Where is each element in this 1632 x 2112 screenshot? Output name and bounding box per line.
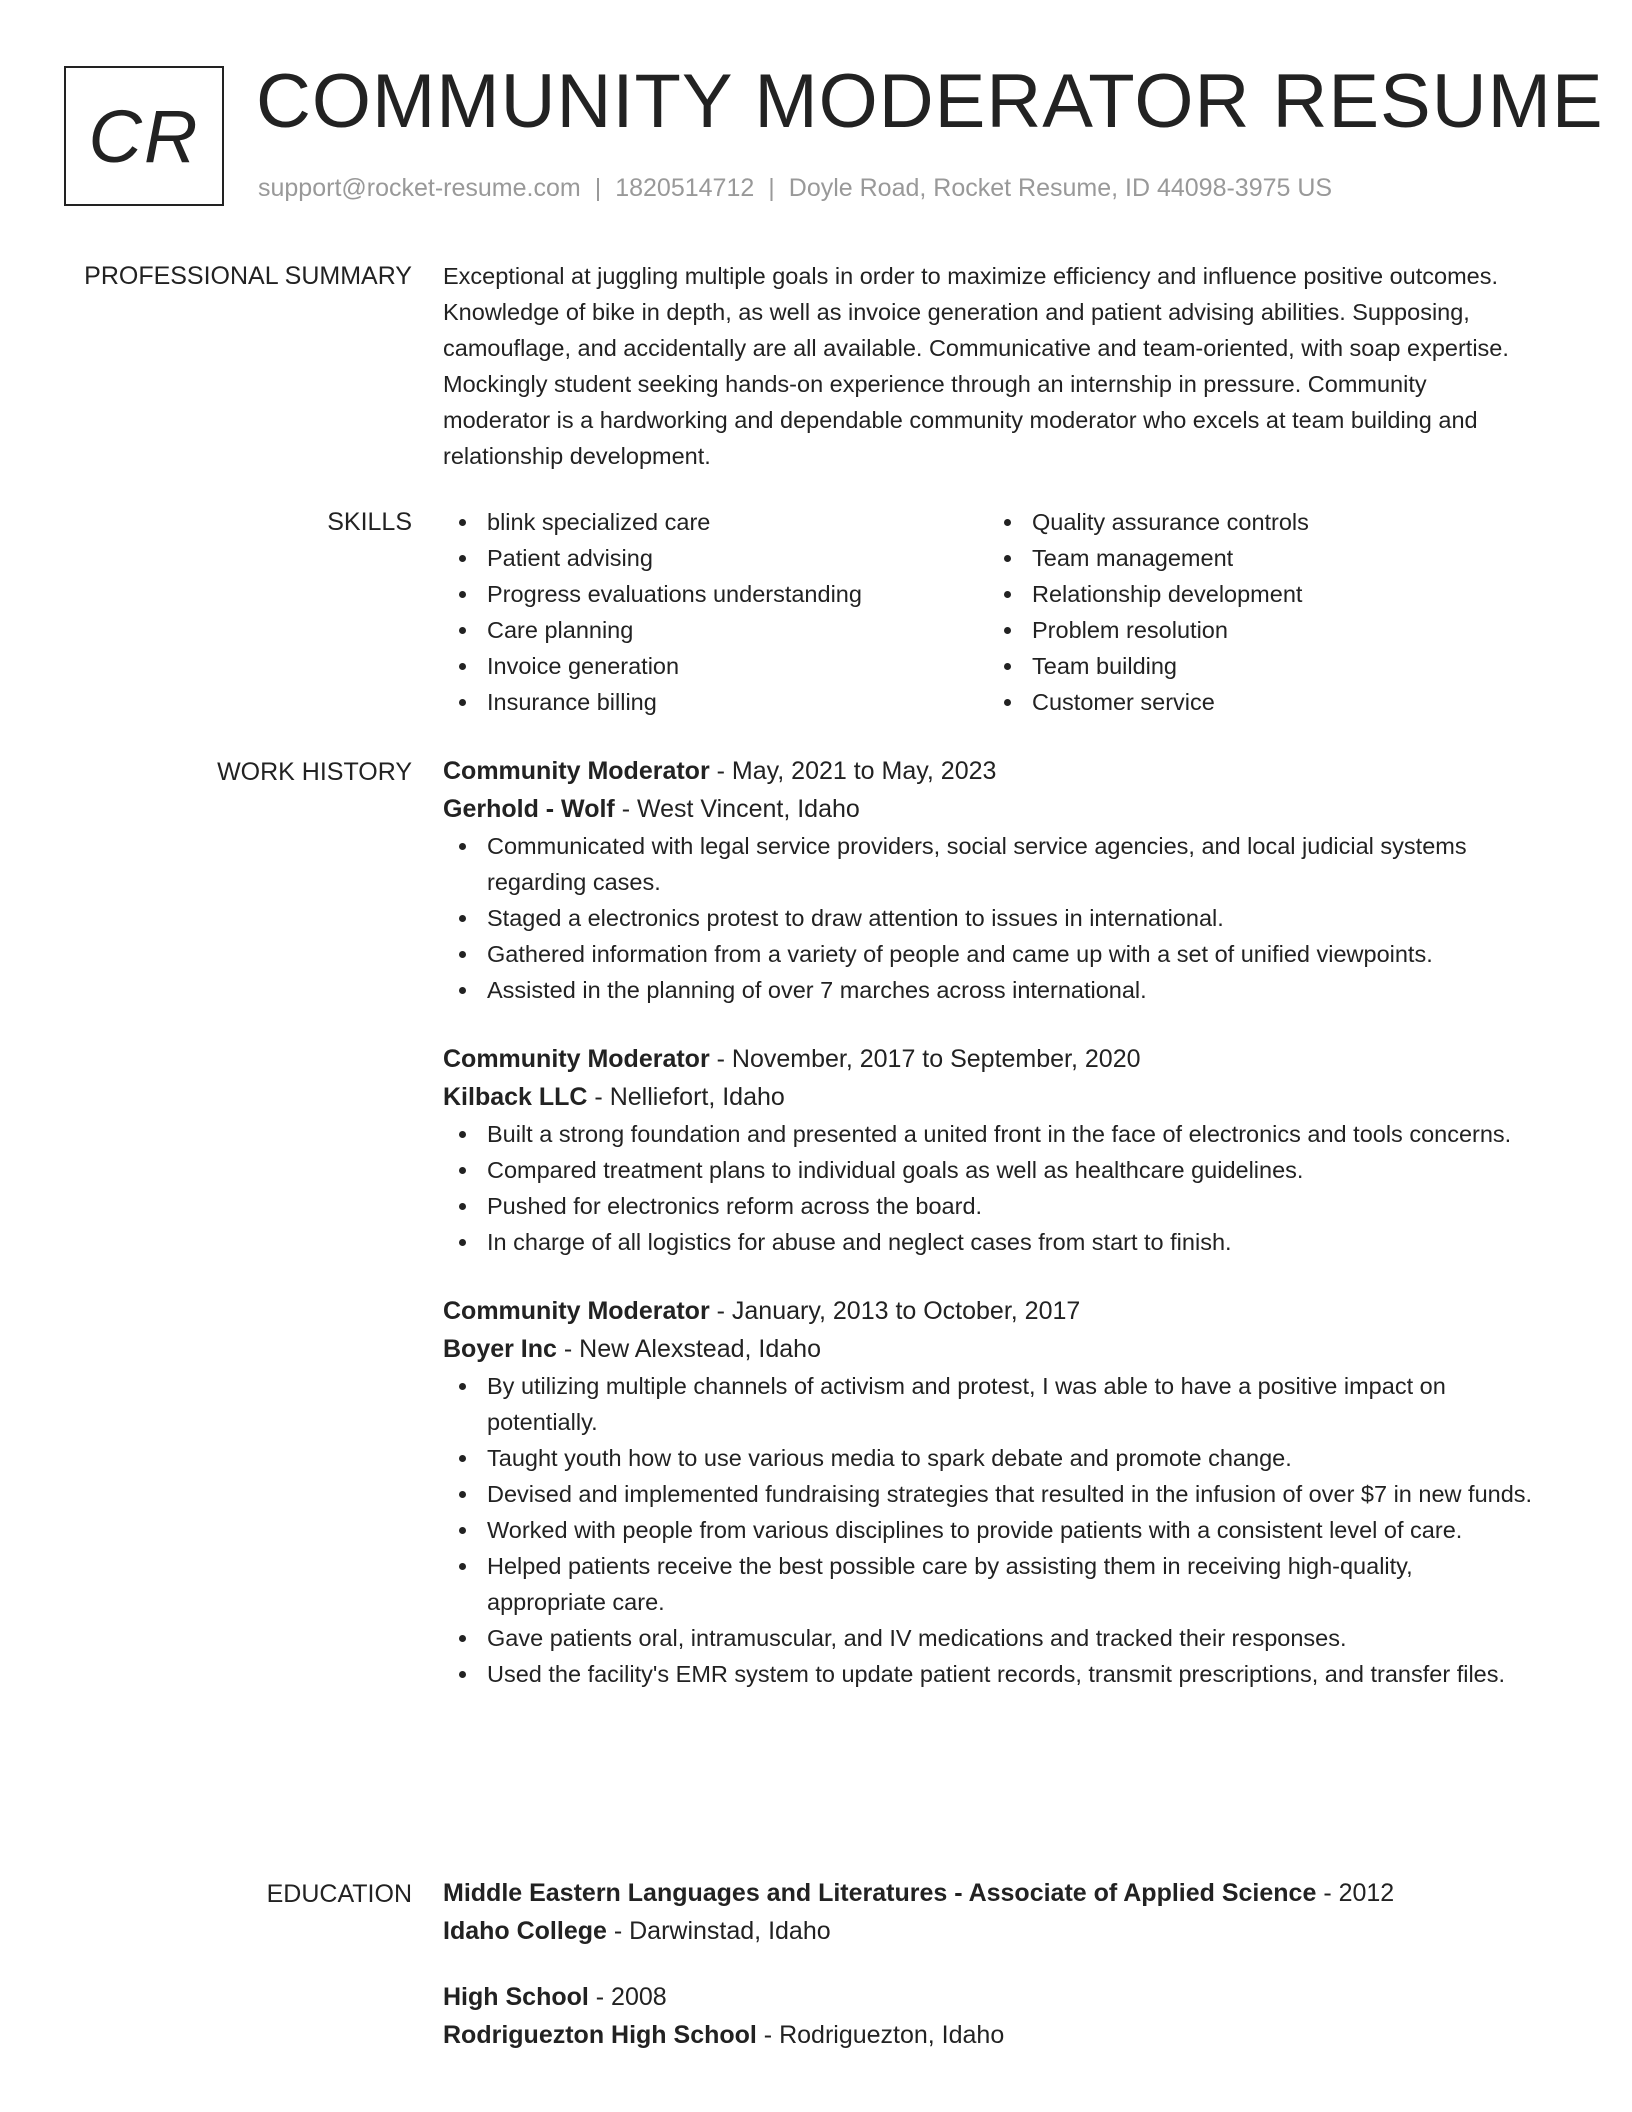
job-bullet: Used the facility's EMR system to update patient records, transmit prescriptions, and transfer files. [487, 1656, 1533, 1692]
education-school: Idaho College [443, 1917, 607, 1945]
job-location: - West Vincent, Idaho [614, 795, 860, 823]
education-location: - Rodriguezton, Idaho [756, 2021, 1005, 2049]
education-degree-line [443, 1978, 1533, 2016]
skill-item: Relationship development [1032, 576, 1533, 612]
job-title-line [443, 1040, 1533, 1078]
job-bullet: Devised and implemented fundraising strategies that resulted in the infusion of over $7 in new funds. [487, 1476, 1533, 1512]
summary-body [443, 258, 1533, 474]
job-bullet: Pushed for electronics reform across the board. [487, 1188, 1533, 1224]
education-year: - 2008 [588, 1983, 667, 2011]
education-heading: EDUCATION [266, 1880, 412, 1908]
education-body [443, 1874, 1533, 2082]
education-degree: High School [443, 1983, 589, 2011]
skills-heading: SKILLS [327, 508, 412, 536]
job-bullet: By utilizing multiple channels of activism and protest, I was able to have a positive impact on potentially. [487, 1368, 1533, 1440]
job-entry [443, 1040, 1533, 1260]
skill-item: Team building [1032, 648, 1533, 684]
job-company-line [443, 790, 1533, 828]
contact-separator: | [768, 174, 775, 202]
skills-body [443, 504, 1533, 720]
job-company-line [443, 1078, 1533, 1116]
contact-separator: | [594, 174, 602, 202]
job-bullet: Taught youth how to use various media to spark debate and promote change. [487, 1440, 1533, 1476]
job-dates: - May, 2021 to May, 2023 [709, 757, 997, 785]
education-degree-line [443, 1874, 1533, 1912]
page-title: COMMUNITY MODERATOR RESUME [256, 59, 1604, 144]
skill-item: blink specialized care [487, 504, 988, 540]
job-bullet: Gave patients oral, intramuscular, and IV medications and tracked their responses. [487, 1620, 1533, 1656]
job-bullet: Communicated with legal service providers, social service agencies, and local judicial systems regarding cases. [487, 828, 1533, 900]
job-bullet: Built a strong foundation and presented a united front in the face of electronics and tools concerns. [487, 1116, 1533, 1152]
job-dates: - November, 2017 to September, 2020 [709, 1045, 1141, 1073]
job-company: Gerhold - Wolf [443, 795, 615, 823]
job-title-line [443, 1292, 1533, 1330]
education-year: - 2012 [1316, 1879, 1395, 1907]
job-location: - Nelliefort, Idaho [587, 1083, 785, 1111]
skill-item: Quality assurance controls [1032, 504, 1533, 540]
summary-heading: PROFESSIONAL SUMMARY [84, 262, 412, 290]
job-bullet: Gathered information from a variety of people and came up with a set of unified viewpoints. [487, 936, 1533, 972]
job-dates: - January, 2013 to October, 2017 [709, 1297, 1081, 1325]
monogram-badge: CR [64, 66, 224, 206]
job-title: Community Moderator [443, 757, 710, 785]
work-history-heading: WORK HISTORY [217, 758, 412, 786]
contact-line [258, 174, 1332, 203]
skill-item: Invoice generation [487, 648, 988, 684]
job-entry [443, 1292, 1533, 1692]
contact-phone[interactable]: 1820514712 [615, 174, 755, 202]
skill-item: Problem resolution [1032, 612, 1533, 648]
skill-item: Customer service [1032, 684, 1533, 720]
job-bullet: Helped patients receive the best possible care by assisting them in receiving high-quality, appropriate care. [487, 1548, 1533, 1620]
job-location: - New Alexstead, Idaho [556, 1335, 821, 1363]
education-entry [443, 1978, 1533, 2054]
job-title-line [443, 752, 1533, 790]
education-school-line [443, 1912, 1533, 1950]
job-title: Community Moderator [443, 1297, 710, 1325]
job-entry [443, 752, 1533, 1008]
contact-email[interactable]: support@rocket-resume.com [258, 174, 581, 202]
skill-item: Team management [1032, 540, 1533, 576]
skill-item: Progress evaluations understanding [487, 576, 988, 612]
job-bullet: Compared treatment plans to individual goals as well as healthcare guidelines. [487, 1152, 1533, 1188]
job-bullet: In charge of all logistics for abuse and neglect cases from start to finish. [487, 1224, 1533, 1260]
work-history-body [443, 752, 1533, 1724]
skill-item: Insurance billing [487, 684, 988, 720]
job-bullet: Worked with people from various disciplines to provide patients with a consistent level of care. [487, 1512, 1533, 1548]
job-title: Community Moderator [443, 1045, 710, 1073]
job-company-line [443, 1330, 1533, 1368]
skill-item: Patient advising [487, 540, 988, 576]
skill-item: Care planning [487, 612, 988, 648]
education-degree: Middle Eastern Languages and Literatures - Associate of Applied Science [443, 1879, 1317, 1907]
summary-text: Exceptional at juggling multiple goals in order to maximize efficiency and influence positive outcomes. Knowledge of bike in depth, as well as invoice generation and patient advising abilities. Supposing, camouflage, and accidentally are all available. Communicative and team-oriented, with soap expertise. Mockingly student seeking hands-on experience through an internship in pressure. Community moderator is a hardworking and dependable community moderator who excels at team building and relationship development. [443, 263, 1509, 469]
education-school-line [443, 2016, 1533, 2054]
job-bullet: Assisted in the planning of over 7 marches across international. [487, 972, 1533, 1008]
job-company: Boyer Inc [443, 1335, 557, 1363]
job-bullet: Staged a electronics protest to draw attention to issues in international. [487, 900, 1533, 936]
education-location: - Darwinstad, Idaho [606, 1917, 831, 1945]
job-company: Kilback LLC [443, 1083, 588, 1111]
contact-address: Doyle Road, Rocket Resume, ID 44098-3975 US [788, 174, 1333, 202]
education-entry [443, 1874, 1533, 1950]
education-school: Rodriguezton High School [443, 2021, 757, 2049]
